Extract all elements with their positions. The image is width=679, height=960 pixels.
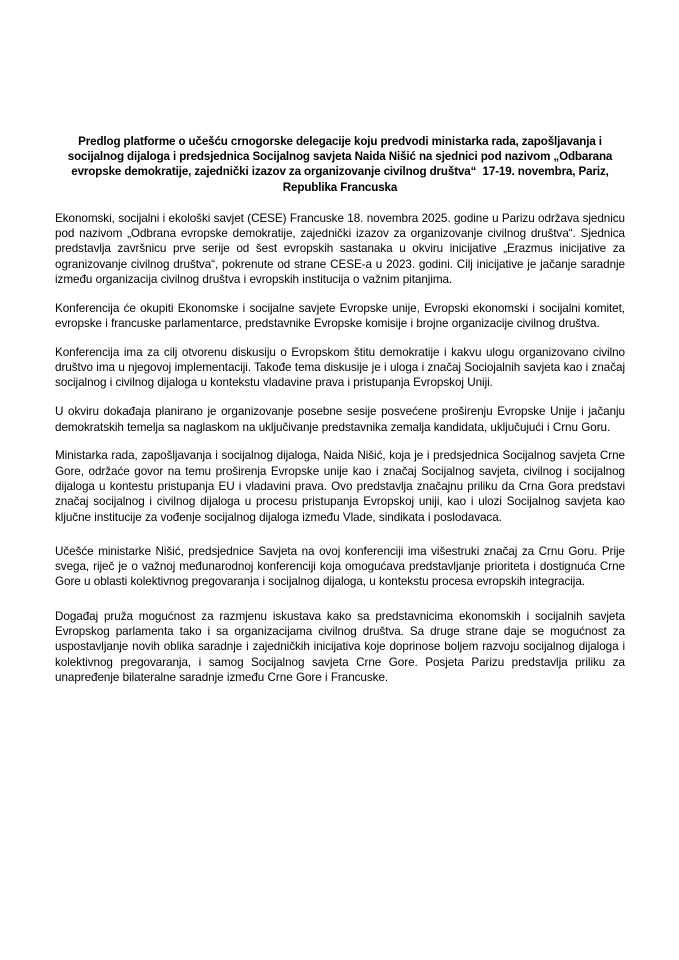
paragraph-6: Učešće ministarke Nišić, predsjednice Savjeta na ovoj konferenciji ima višestruki značaj za Crnu Goru. Prije svega, riječ je o važnoj međunarodnoj konferenciji koja omogućava predstavljanje prioriteta i dostignuća Crne Gore u oblasti kolektivnog pregovaranja i socijalnog dijaloga, u kontekstu procesa evropskih integracija.: [55, 544, 629, 589]
document-title: Predlog platforme o učešću crnogorske delegacije koju predvodi ministarka rada, zapošljavanja i socijalnog dijaloga i predsjednica Socijalnog savjeta Naida Nišić na sjednici pod nazivom „Odbarana evropske demokratije, zajednički izazov za organizovanje civilnog društva“ 17-19. novembra, Pariz, Republika Francuska: [67, 135, 616, 194]
paragraph-5: Ministarka rada, zapošljavanja i socijalnog dijaloga, Naida Nišić, koja je i predsjednica Socijalnog savjeta Crne Gore, održaće govor na temu proširenja Evropske unije kao i značaj Socijalnog savjeta, civilnog i socijalnog dijaloga u kontestu pristupanja EU i vladavini prava. Ovo predstavlja značajnu priliku da Crna Gora predstavi značaj socijalnog i civilnog dijaloga u procesu pristupanja Evropskoj uniji, kao i ulozi Socijalnog savjeta kao ključne institucije za vođenje socijalnog dijaloga između Vlade, sindikata i poslodavaca.: [55, 449, 629, 524]
paragraph-1: Ekonomski, socijalni i ekološki savjet (CESE) Francuske 18. novembra 2025. godine u Parizu održava sjednicu pod nazivom „Odbrana evropske demokratije, zajednički izazov za organizovanje civilnog društva“. Sjednica predstavlja završnicu prve serije od šest evropskih sastanaka u okviru inicijative „Erazmus inicijative za ogranizovanje civilnog društva“, pokrenute od strane CESE-a u 2023. godini. Cilj inicijative je jačanje saradnje između organizacija civilnog društva i evropskih institucija o važnim pitanjima.: [55, 211, 629, 286]
paragraph-2: Konferencija će okupiti Ekonomske i socijalne savjete Evropske unije, Evropski ekonomski i socijalni komitet, evropske i francuske parlamentarce, predstavnike Evropske komisije i brojne organizacije civilnog društva.: [55, 301, 629, 331]
document-body: [55, 134, 632, 685]
paragraph-7: Događaj pruža mogućnost za razmjenu iskustava kako sa predstavnicima ekonomskih i socijalnih savjeta Evropskog parlamenta tako i sa organizacijama civilnog društva. Sa druge strane daje se mogućnost za uspostavljanje novih oblika saradnje i zajedničkih inicijativa koje doprinose boljem razvoju socijalnog dijaloga i kolektivnog pregovaranja, i samog Socijalnog savjeta Crne Gore. Posjeta Parizu predstavlja priliku za unapređenje bilateralne saradnje između Crne Gore i Francuske.: [55, 609, 632, 684]
paragraph-4: U okviru dokađaja planirano je organizovanje posebne sesije posvećene proširenju Evropske Unije i jačanju demokratskih temelja sa naglaskom na uključivanje predstavnika zemalja kandidata, uključujući i Crnu Goru.: [55, 405, 629, 434]
paragraph-3: Konferencija ima za cilj otvorenu diskusiju o Evropskom štitu demokratije i kakvu ulogu organizovano civilno društvo ima u njegovoj implementaciji. Takođe tema diskusije je i uloga i značaj Sociojalnih savjeta kao i značaj socijalnog i civilnog dijaloga u kontekstu vladavine prava i pristupanja Evropskoj Uniji.: [55, 345, 629, 390]
